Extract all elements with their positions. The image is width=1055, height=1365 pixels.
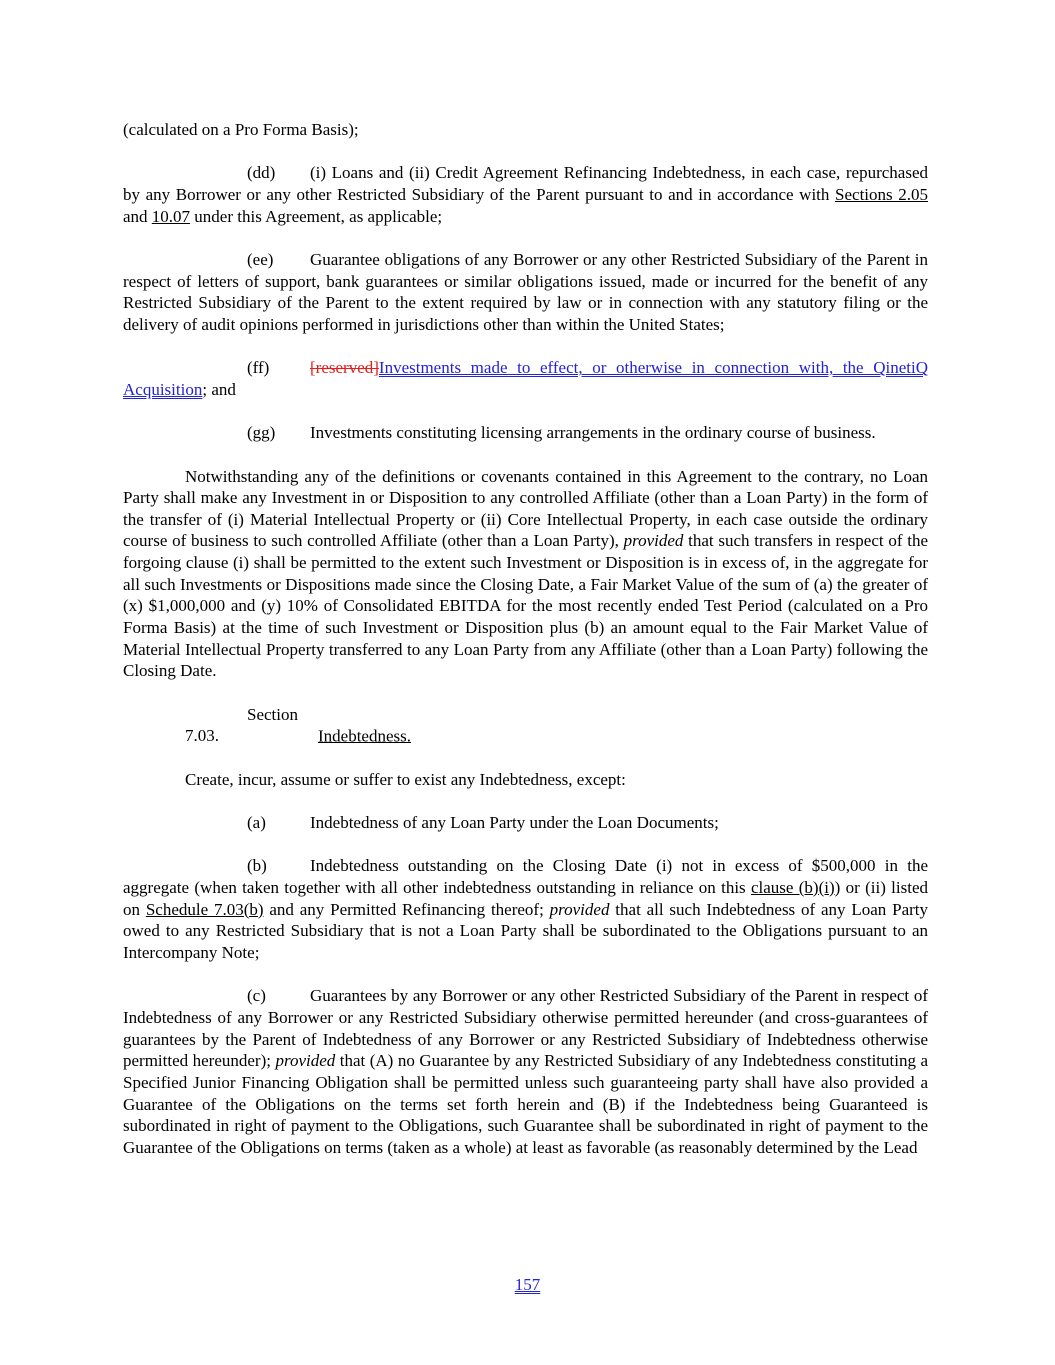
cross-reference-1007: 10.07 xyxy=(151,206,191,226)
clause-dd-text-1: (i) Loans and (ii) Credit Agreement Refinancing Indebtedness, in each case, repurchased by any Borrower or any other Restricted Subsidiary of the Parent pursuant to and in accordance with xyxy=(123,163,928,204)
provided-italic-2: provided xyxy=(549,899,610,919)
clause-label-c: (c) xyxy=(247,986,266,1006)
paragraph-intro xyxy=(123,119,928,141)
clause-label-ee: (ee) xyxy=(247,249,274,269)
clause-label-dd: (dd) xyxy=(247,163,276,183)
document-body xyxy=(123,119,928,1180)
paragraph-ee xyxy=(123,249,928,336)
clause-c-text-2: that (A) no Guarantee by any Restricted Subsidiary of any Indebtedness constituting a Specified Junior Financing Obligation shall be permitted unless such guaranteeing party shall have also provided a Guarantee of the Obligations on the terms set forth herein and (B) if the Indebtedness being Guaranteed is subordinated in right of payment to the Obligations, such Guarantee shall be subordinated in right of payment to the Guarantee of the Obligations on terms (taken as a whole) at least as favorable (as reasonably determined by the Lead xyxy=(123,1051,928,1157)
clause-label-ff: (ff) xyxy=(247,358,270,378)
intro-text: (calculated on a Pro Forma Basis); xyxy=(123,120,359,139)
clause-label-b: (b) xyxy=(247,856,267,876)
cross-reference-clause-bi: clause (b)(i) xyxy=(750,877,835,897)
page-number: 157 xyxy=(514,1275,541,1294)
clause-ee-text: Guarantee obligations of any Borrower or any other Restricted Subsidiary of the Parent in respect of letters of support, bank guarantees or similar obligations issued, made or incurred for the benefit of any Restricted Subsidiary of the Parent to the extent required by law or in connection with any statutory filing or the delivery of audit opinions performed in jurisdictions other than within the United States; xyxy=(123,249,928,334)
paragraph-b xyxy=(123,855,928,963)
clause-c-text-1: Guarantees by any Borrower or any other Restricted Subsidiary of the Parent in respect of Indebtedness of any Borrower or any Restricted Subsidiary otherwise permitted hereunder (and cross-guarantees of guarantees by the Parent of Indebtedness of any Borrower or any Restricted Subsidiary of Indebtedness otherwise permitted hereunder); xyxy=(123,986,928,1071)
paragraph-dd xyxy=(123,162,928,227)
clause-ff-text-1: ; and xyxy=(202,379,236,399)
notwithstanding-text-1: Notwithstanding any of the definitions or covenants contained in this Agreement to the contrary, no Loan Party shall make any Investment in or Disposition to any controlled Affiliate (other than a Loan Party) in the form of the transfer of (i) Material Intellectual Property or (ii) Core Intellectual Property, in each case outside the ordinary course of business to such controlled Affiliate (other than a Loan Party), xyxy=(123,466,928,551)
provided-italic-3: provided xyxy=(275,1051,336,1071)
paragraph-notwithstanding xyxy=(123,466,928,683)
deleted-text-reserved: [reserved] xyxy=(310,358,379,378)
section-number: Section 7.03. xyxy=(185,704,298,746)
clause-label-a: (a) xyxy=(247,813,266,832)
clause-dd-text-3: under this Agreement, as applicable; xyxy=(190,206,443,226)
clause-b-text-4: that all such Indebtedness of any Loan Party owed to any Restricted Subsidiary that is not a Loan Party shall be subordinated to the Obligations pursuant to an Intercompany Note; xyxy=(123,899,929,962)
section-title: Indebtedness. xyxy=(318,726,412,746)
paragraph-create xyxy=(123,769,928,791)
paragraph-gg xyxy=(123,422,928,444)
clause-b-text-2: ) or (ii) listed on xyxy=(123,877,928,919)
clause-b-text-3: and any Permitted Refinancing thereof; xyxy=(263,899,550,919)
cross-reference-sections-205: Sections 2.05 xyxy=(835,184,929,204)
paragraph-a xyxy=(123,812,928,834)
paragraph-c xyxy=(123,985,928,1158)
inserted-text-qinetiq: Investments made to effect, or otherwise in connection with, the QinetiQ Acquisition xyxy=(123,358,928,399)
create-text: Create, incur, assume or suffer to exist any Indebtedness, except: xyxy=(185,769,626,789)
clause-gg-text: Investments constituting licensing arrangements in the ordinary course of business. xyxy=(310,423,876,443)
page-footer xyxy=(0,1274,1055,1296)
clause-b-text-1: Indebtedness outstanding on the Closing Date (i) not in excess of $500,000 in the aggregate (when taken together with all other indebtedness outstanding in reliance on this xyxy=(123,856,928,897)
section-heading-703 xyxy=(123,704,928,747)
notwithstanding-text-2: that such transfers in respect of the forgoing clause (i) shall be permitted to the extent such Investment or Disposition is in excess of, in the aggregate for all such Investments or Dispositions made since the Closing Date, a Fair Market Value of the sum of (a) the greater of (x) $1,000,000 and (y) 10% of Consolidated EBITDA for the most recently ended Test Period (calculated on a Pro Forma Basis) at the time of such Investment or Disposition plus (b) an amount equal to the Fair Market Value of Material Intellectual Property transferred to any Loan Party from any Affiliate (other than a Loan Party) following the Closing Date. xyxy=(123,531,928,681)
clause-dd-text-2: and xyxy=(123,206,152,226)
provided-italic-1: provided xyxy=(623,531,684,551)
clause-a-text: Indebtedness of any Loan Party under the Loan Documents; xyxy=(310,813,719,832)
paragraph-ff xyxy=(123,357,928,400)
clause-label-gg: (gg) xyxy=(247,423,276,443)
cross-reference-schedule-703b: Schedule 7.03(b) xyxy=(145,899,264,919)
